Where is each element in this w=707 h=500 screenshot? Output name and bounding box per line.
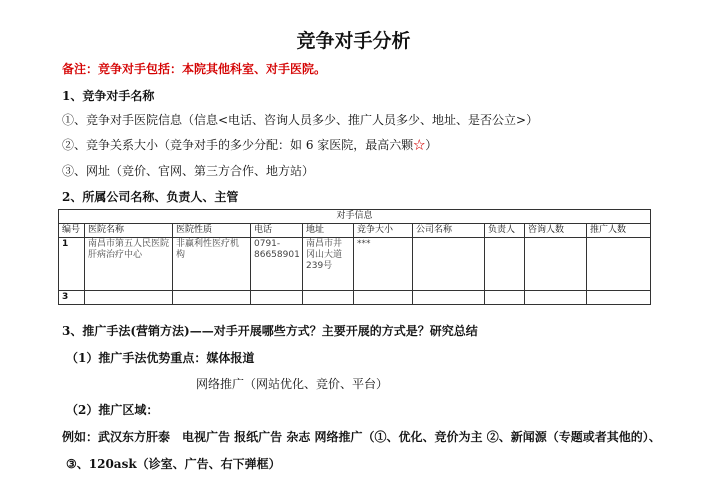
col-header-competition: 竞争大小 <box>354 224 413 238</box>
col-header-hospital-name: 医院名称 <box>85 224 173 238</box>
cell-empty <box>587 291 651 305</box>
sub-1-heading: （1）推广手法优势重点：媒体报道 <box>66 351 255 365</box>
cell-empty <box>485 291 525 305</box>
cell-empty <box>173 291 251 305</box>
cell-empty <box>303 291 354 305</box>
col-header-phone: 电话 <box>251 224 303 238</box>
col-header-number: 编号 <box>59 224 85 238</box>
cell-number: 1 <box>59 238 85 291</box>
cell-phone: 0791-86658901 <box>251 238 303 291</box>
item-website: ③、网址（竞价、官网、第三方合作、地方站） <box>62 164 315 178</box>
col-header-promote: 推广人数 <box>587 224 651 238</box>
col-header-person: 负责人 <box>485 224 525 238</box>
cell-number: 3 <box>59 291 85 305</box>
cell-address: 南昌市井冈山大道239号 <box>303 238 354 291</box>
item-competition-text: ②、竞争关系大小（竞争对手的多少分配：如 6 家医院，最高六颗 <box>62 138 414 152</box>
col-header-company: 公司名称 <box>413 224 485 238</box>
sub-2-heading: （2）推广区域： <box>66 403 159 417</box>
col-header-nature: 医院性质 <box>173 224 251 238</box>
col-header-address: 地址 <box>303 224 354 238</box>
sub-1-detail: 网络推广（网站优化、竞价、平台） <box>196 377 389 391</box>
remark-note: 备注：竞争对手包括：本院其他科室、对手医院。 <box>62 62 327 76</box>
page-title: 竞争对手分析 <box>296 30 411 52</box>
example-line-1: 例如：武汉东方肝泰 电视广告 报纸广告 杂志 网络推广（①、优化、竞价为主 ②、新闻源（专题或者其他的）、 <box>62 430 661 444</box>
cell-empty <box>354 291 413 305</box>
cell-empty <box>413 291 485 305</box>
item-competition-level <box>62 136 437 153</box>
example-line-2: ③、120ask（诊室、广告、右下弹框） <box>66 457 281 471</box>
section-3-heading: 3、推广手法(营销方法)——对手开展哪些方式？主要开展的方式是？研究总结 <box>62 324 478 338</box>
cell-promote <box>587 238 651 291</box>
item-competition-close: ） <box>425 138 438 152</box>
star-icon: ☆ <box>413 138 426 152</box>
cell-competition: *** <box>354 238 413 291</box>
section-2-heading: 2、所属公司名称、负责人、主管 <box>62 190 239 204</box>
col-header-consult: 咨询人数 <box>525 224 587 238</box>
cell-empty <box>251 291 303 305</box>
cell-empty <box>85 291 173 305</box>
cell-consult <box>525 238 587 291</box>
competitor-info-table <box>58 209 651 305</box>
cell-nature: 非赢利性医疗机构 <box>173 238 251 291</box>
table-row <box>59 238 651 291</box>
cell-company <box>413 238 485 291</box>
item-hospital-info: ①、竞争对手医院信息（信息<电话、咨询人员多少、推广人员多少、地址、是否公立>） <box>62 113 539 127</box>
cell-empty <box>525 291 587 305</box>
table-caption: 对手信息 <box>59 210 651 224</box>
cell-hospital-name: 南昌市第五人民医院肝病治疗中心 <box>85 238 173 291</box>
table-row <box>59 291 651 305</box>
cell-person <box>485 238 525 291</box>
section-1-heading: 1、竞争对手名称 <box>62 89 155 103</box>
